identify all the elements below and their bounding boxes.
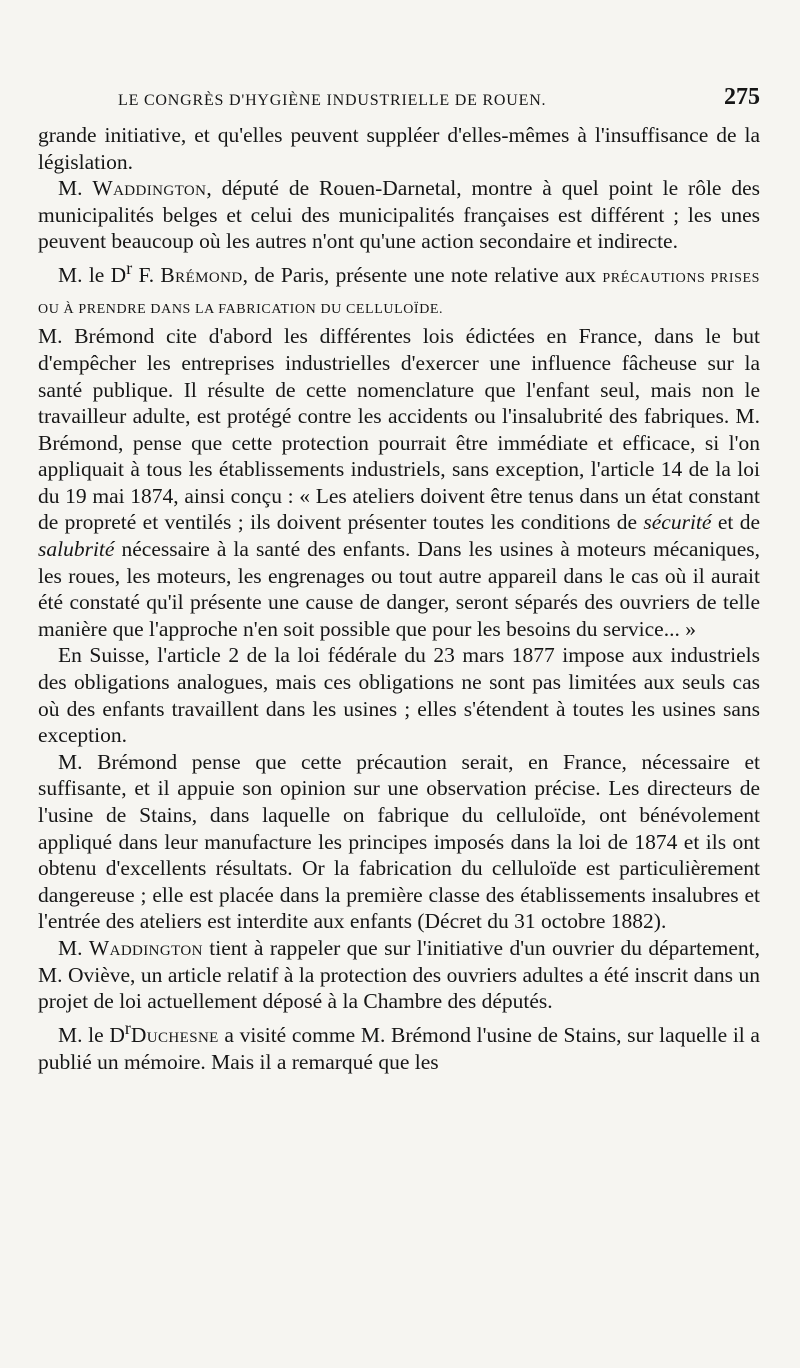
speaker-prefix: M. le D <box>58 263 127 288</box>
paragraph-text: , de Paris, présente une note relative aux <box>242 263 597 288</box>
page-number: 275 <box>724 84 760 110</box>
paragraph-waddington-municipalites <box>38 175 760 255</box>
paragraph-bremond-lois <box>38 323 760 642</box>
paragraph-text: grande initiative, et qu'elles peuvent suppléer d'elles-mêmes à l'insuffisance de la législation. <box>38 123 760 174</box>
speaker-name: Waddington <box>92 176 207 201</box>
text-body <box>38 122 760 1075</box>
paragraph-text: tient à rappeler que sur l'initiative d'un ouvrier du département, M. Oviève, un article relatif à la protection des ouvriers adultes a été inscrit dans un projet de loi actuellement déposé à la Chambre des députés. <box>38 935 760 1014</box>
note-subject: PRÉCAUTIONS PRISES OU À PRENDRE DANS LA FABRICATION DU CELLULOÏDE. <box>38 271 761 317</box>
speaker-name: Brémond <box>160 263 243 288</box>
speaker-title-superscript: r <box>126 257 133 278</box>
speaker-prefix: M. le D <box>58 1022 125 1047</box>
paragraph-suisse <box>38 642 760 748</box>
speaker-title-superscript: r <box>124 1017 131 1038</box>
paragraph-waddington-oviève <box>38 935 760 1015</box>
paragraph-text: a visité comme M. Brémond l'usine de Stains, sur laquelle il a publié un mémoire. Mais il a remarqué que les <box>38 1022 760 1074</box>
paragraph-bremond-stains <box>38 749 760 935</box>
paragraph-text: et de <box>717 510 761 535</box>
italic-term: sécurité <box>643 510 712 535</box>
paragraph-bremond-note <box>38 255 760 323</box>
speaker-name: Duchesne <box>130 1022 219 1047</box>
speaker-prefix: M. <box>58 176 93 201</box>
running-title: LE CONGRÈS D'HYGIÈNE INDUSTRIELLE DE ROUEN. <box>118 92 547 109</box>
paragraph-text: nécessaire à la santé des enfants. Dans les usines à moteurs mécaniques, les roues, les moteurs, les engrenages ou tout autre appareil dans le cas où il aurait été constaté qu'il présente une cause de danger, seront séparés des ouvriers de telle manière que l'approche n'en soit possible que pour les besoins du service... » <box>38 537 760 641</box>
running-head <box>38 84 762 122</box>
paragraph-text: M. Brémond cite d'abord les différentes lois édictées en France, dans le but d'empêcher les entreprises industrielles d'exercer une influence fâcheuse sur la santé publique. Il résulte de cette nomenclature que l'enfant seul, mais non le travailleur adulte, est protégé contre les accidents ou l'insalubrité des fabriques. M. Brémond, pense que cette protection pourrait être immédiate et efficace, si l'on appliquait à tous les établissements industriels, sans exception, l'article 14 de la loi du 19 mai 1874, ainsi conçu : « Les ateliers doivent être tenus dans un état constant de propreté et ventilés ; ils doivent présenter toutes les conditions de <box>38 324 760 535</box>
paragraph-duchesne <box>38 1015 760 1075</box>
paragraph-text: M. Brémond pense que cette précaution serait, en France, nécessaire et suffisante, et il appuie son opinion sur une observation précise. Les directeurs de l'usine de Stains, dans laquelle on fabrique du celluloïde, ont bénévolement appliqué dans leur manufacture les principes imposés dans la loi de 1874 et ils ont obtenu d'excellents résultats. Or la fabrication du celluloïde est particulièrement dangereuse ; elle est placée dans la première classe des établissements insalubres et l'entrée des ateliers est interdite aux enfants (Décret du 31 octobre 1882). <box>38 749 760 934</box>
speaker-prefix: M. <box>58 935 89 960</box>
speaker-name: Waddington <box>88 935 203 960</box>
paragraph-continuation <box>38 122 760 175</box>
paragraph-text: , député de Rouen-Darnetal, montre à quel point le rôle des municipalités belges et celui des municipalités françaises est différent ; les unes peuvent beaucoup où les autres n'ont qu'une action secondaire et indirecte. <box>38 176 760 254</box>
paragraph-text: En Suisse, l'article 2 de la loi fédérale du 23 mars 1877 impose aux industriels des obligations analogues, mais ces obligations ne sont pas limitées aux seuls cas où des enfants travaillent dans les usines ; elles s'étendent à toutes les usines sans exception. <box>38 643 760 748</box>
speaker-initial: F. <box>132 263 161 288</box>
italic-term: salubrité <box>38 537 115 562</box>
